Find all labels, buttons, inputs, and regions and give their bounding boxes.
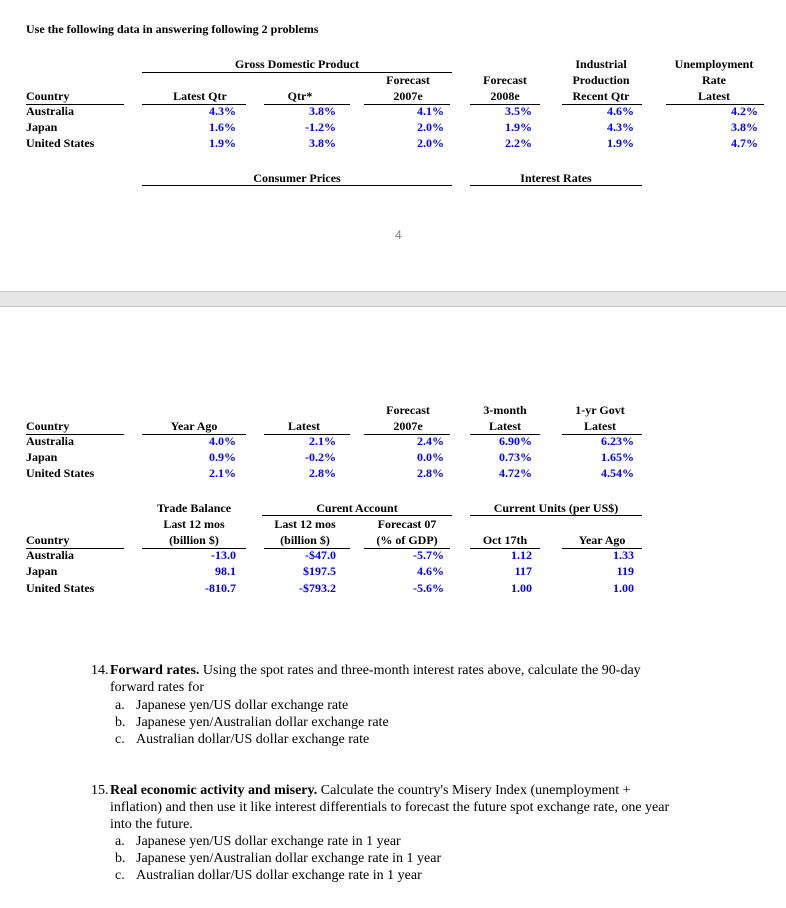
country-name: United States — [26, 136, 95, 150]
ca-last12-value: -$47.0 — [305, 548, 336, 562]
gdp-forecast2007-value: 2.0% — [417, 120, 444, 134]
prices-yearago-header: Year Ago — [170, 419, 218, 433]
item-letter: b. — [115, 851, 126, 866]
prices-latest-value: 2.8% — [309, 466, 336, 480]
prices-yearago-value: 2.1% — [209, 466, 236, 480]
country-name: Japan — [26, 120, 58, 134]
prices-forecast-value: 0.0% — [417, 450, 444, 464]
problem-number: 15. — [91, 783, 109, 798]
country-name: Australia — [26, 434, 74, 448]
item-text: Australian dollar/US dollar exchange rate — [136, 732, 370, 747]
gdp-latestqtr-value: 4.3% — [209, 104, 236, 118]
ca-forecast-value: -5.6% — [413, 581, 444, 595]
industrial-value: 1.9% — [607, 136, 634, 150]
current-account-group-title: Curent Account — [316, 501, 398, 515]
rates-govt-label: 1-yr Govt — [575, 403, 625, 417]
problem-first-line — [110, 662, 641, 679]
problem-title: Real economic activity and misery. — [110, 783, 318, 798]
country-name: Japan — [26, 450, 58, 464]
prices-latest-value: 2.1% — [309, 434, 336, 448]
page-break — [0, 291, 786, 307]
country-header-2: Country — [26, 419, 70, 433]
item-letter: c. — [115, 732, 125, 747]
intro-text: Use the following data in answering following 2 problems — [26, 22, 319, 36]
gdp-forecast2007-value: 4.1% — [417, 104, 444, 118]
item-text: Japanese yen/US dollar exchange rate — [136, 698, 349, 713]
interest-rates-group-rule — [470, 185, 642, 186]
unemployment-label-3: Latest — [698, 89, 730, 103]
gdp-qtr-value: 3.8% — [309, 136, 336, 150]
item-letter: a. — [115, 698, 125, 713]
prices-forecast-value: 2.8% — [417, 466, 444, 480]
country-name: Australia — [26, 104, 74, 118]
prices-yearago-value: 4.0% — [209, 434, 236, 448]
prices-forecast-label: Forecast — [386, 403, 430, 417]
industrial-label-2: Production — [572, 73, 630, 87]
item-text: Japanese yen/Australian dollar exchange rate in 1 year — [136, 851, 442, 866]
item-letter: c. — [115, 868, 125, 883]
unemployment-value: 4.2% — [731, 104, 758, 118]
ca-last12-unit: (billion $) — [280, 533, 330, 547]
ca-forecast-value: 4.6% — [417, 564, 444, 578]
item-text: Japanese yen/Australian dollar exchange rate — [136, 715, 389, 730]
gdp-qtr-value: -1.2% — [305, 120, 336, 134]
problem-text-line: inflation) and then use it like interest differentials to forecast the future spot exchange rate, one year — [110, 800, 670, 815]
item-letter: a. — [115, 834, 125, 849]
rates-govt-latest-label: Latest — [584, 419, 616, 433]
currency-yearago-value: 1.33 — [613, 548, 634, 562]
currency-yearago-value: 1.00 — [613, 581, 634, 595]
problem-number: 14. — [91, 663, 109, 678]
trade-label-2: Last 12 mos — [163, 517, 225, 531]
gdp-forecast2008-label: Forecast — [483, 73, 527, 87]
country-header-3: Country — [26, 533, 70, 547]
trade-label-1: Trade Balance — [156, 501, 232, 515]
prices-latest-header: Latest — [288, 419, 320, 433]
prices-forecast-year: 2007e — [393, 419, 423, 433]
country-header: Country — [26, 89, 70, 103]
industrial-label-3: Recent Qtr — [572, 89, 630, 103]
prices-yearago-value: 0.9% — [209, 450, 236, 464]
gdp-qtr-value: 3.8% — [309, 104, 336, 118]
rates-3month-value: 4.72% — [499, 466, 532, 480]
rates-govt-value: 6.23% — [601, 434, 634, 448]
trade-value: 98.1 — [215, 564, 236, 578]
rates-3month-label: 3-month — [483, 403, 527, 417]
country-name: United States — [26, 581, 95, 595]
country-name: United States — [26, 466, 95, 480]
trade-label-3: (billion $) — [169, 533, 219, 547]
prices-latest-value: -0.2% — [305, 450, 336, 464]
gdp-forecast2008-year: 2008e — [490, 89, 520, 103]
problem-text-line: forward rates for — [110, 680, 205, 695]
rates-3month-value: 0.73% — [499, 450, 532, 464]
consumer-prices-group-rule — [142, 185, 452, 186]
rates-govt-value: 4.54% — [601, 466, 634, 480]
rates-3month-latest-label: Latest — [489, 419, 521, 433]
prices-forecast-value: 2.4% — [417, 434, 444, 448]
item-text: Japanese yen/US dollar exchange rate in 1 year — [136, 834, 401, 849]
unemployment-value: 3.8% — [731, 120, 758, 134]
trade-value: -13.0 — [211, 548, 236, 562]
problem-title: Forward rates. — [110, 663, 200, 678]
currency-yearago-value: 119 — [616, 564, 634, 578]
rates-3month-value: 6.90% — [499, 434, 532, 448]
gdp-forecast2008-value: 1.9% — [505, 120, 532, 134]
gdp-forecast2007-label: Forecast — [386, 73, 430, 87]
gdp-group-title: Gross Domestic Product — [234, 57, 360, 71]
ca-forecast-label: Forecast 07 — [377, 517, 437, 531]
gdp-forecast2008-value: 2.2% — [505, 136, 532, 150]
unemployment-label-2: Rate — [702, 73, 726, 87]
consumer-prices-group-title: Consumer Prices — [253, 171, 341, 185]
gdp-latestqtr-header: Latest Qtr — [173, 89, 227, 103]
item-text: Australian dollar/US dollar exchange rate in 1 year — [136, 868, 422, 883]
currency-group-title: Current Units (per US$) — [493, 501, 619, 515]
interest-rates-group-title: Interest Rates — [520, 171, 592, 185]
gdp-forecast2007-value: 2.0% — [417, 136, 444, 150]
ca-forecast-value: -5.7% — [413, 548, 444, 562]
problem-text: Calculate the country's Misery Index (unemployment + — [317, 783, 631, 798]
gdp-qtr-header: Qtr* — [287, 89, 313, 103]
gdp-forecast2007-year: 2007e — [393, 89, 423, 103]
country-name: Japan — [26, 564, 58, 578]
industrial-value: 4.6% — [607, 104, 634, 118]
problem-first-line — [110, 782, 631, 799]
currency-oct-header: Oct 17th — [482, 533, 528, 547]
currency-group-rule — [470, 515, 642, 516]
industrial-value: 4.3% — [607, 120, 634, 134]
gdp-latestqtr-value: 1.6% — [209, 120, 236, 134]
trade-value: -810.7 — [205, 581, 236, 595]
ca-last12-value: $197.5 — [303, 564, 336, 578]
rates-govt-value: 1.65% — [601, 450, 634, 464]
gdp-forecast2008-value: 3.5% — [505, 104, 532, 118]
unemployment-value: 4.7% — [731, 136, 758, 150]
ca-forecast-unit: (% of GDP) — [376, 533, 438, 547]
currency-oct-value: 1.00 — [511, 581, 532, 595]
item-letter: b. — [115, 715, 126, 730]
problem-text: Using the spot rates and three-month interest rates above, calculate the 90-day — [199, 663, 641, 678]
currency-oct-value: 1.12 — [511, 548, 532, 562]
country-name: Australia — [26, 548, 74, 562]
currency-yearago-header: Year Ago — [578, 533, 626, 547]
ca-last12-label: Last 12 mos — [274, 517, 336, 531]
unemployment-label-1: Unemployment — [674, 57, 754, 71]
industrial-label-1: Industrial — [575, 57, 627, 71]
problem-text-line: into the future. — [110, 817, 193, 832]
ca-last12-value: -$793.2 — [299, 581, 336, 595]
page-number: 4 — [395, 228, 402, 242]
currency-oct-value: 117 — [514, 564, 532, 578]
gdp-latestqtr-value: 1.9% — [209, 136, 236, 150]
